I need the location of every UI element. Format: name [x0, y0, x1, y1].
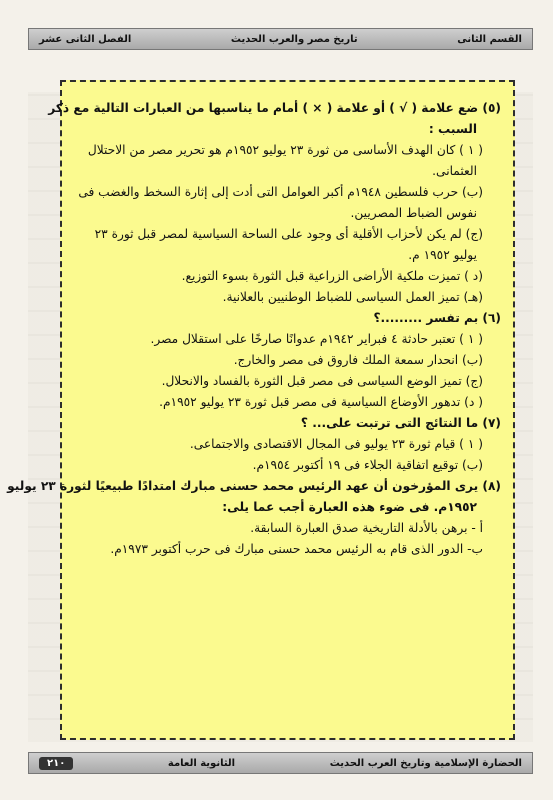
item-line: نفوس الضباط المصريين. — [350, 206, 477, 220]
header-section: القسم الثانى — [457, 33, 522, 45]
item-line: ( ١ ) كان الهدف الأساسى من ثورة ٢٣ يوليو ١٩٥٢م هو تحرير مصر من الاحتلال — [87, 143, 483, 157]
question-line: (٧) ما النتائج التى ترتبت على... ؟ — [300, 416, 501, 430]
page-footer — [28, 752, 533, 774]
item-line: العثمانى. — [432, 164, 477, 178]
footer-book-title: الحضارة الإسلامية وتاريخ العرب الحديث — [329, 757, 522, 769]
item-line: (ب) حرب فلسطين ١٩٤٨م أكبر العوامل التى أدت إلى إثارة السخط والغضب فى — [78, 185, 483, 199]
item-line: ( ١ ) قيام ثورة ٢٣ يوليو فى المجال الاقتصادى والاجتماعى. — [189, 437, 483, 451]
item-line: ( ١ ) تعتبر حادثة ٤ فبراير ١٩٤٢م عدوانًا صارخًا على استقلال مصر. — [150, 332, 483, 346]
item-line: يوليو ١٩٥٢ م. — [408, 248, 477, 262]
question-line: (٥) ضع علامة ( √ ) أو علامة ( × ) أمام ما يناسبها من العبارات التالية مع ذكر — [48, 101, 501, 115]
item-line: ( د) تدهور الأوضاع السياسية فى مصر قبل ثورة ٢٣ يوليو ١٩٥٢م. — [159, 395, 483, 409]
item-line: (هـ) تميز العمل السياسى للضباط الوطنيين بالعلانية. — [222, 290, 483, 304]
header-title: تاريخ مصر والعرب الحديث — [230, 33, 358, 45]
page-header — [28, 28, 533, 50]
header-chapter: الفصل الثانى عشر — [39, 33, 132, 45]
item-line: (ج) تميز الوضع السياسى فى مصر قبل الثورة بالفساد والانحلال. — [161, 374, 483, 388]
question-line: السبب : — [428, 122, 477, 136]
question-line: (٦) بم تفسر .........؟ — [373, 311, 501, 325]
question-line: (٨) يرى المؤرخون أن عهد الرئيس محمد حسنى مبارك امتدادًا طبيعيًا لثورة ٢٣ يوليو — [7, 479, 501, 493]
item-line: أ - برهن بالأدلة التاريخية صدق العبارة السابقة. — [250, 521, 483, 535]
item-line: (د ) تميزت ملكية الأراضى الزراعية قبل الثورة بسوء التوزيع. — [181, 269, 483, 283]
exercise-card — [7, 80, 515, 740]
item-line: (ب) انحدار سمعة الملك فاروق فى مصر والخارج. — [233, 353, 483, 367]
footer-level: الثانوية العامة — [167, 757, 236, 769]
item-line: ب- الدور الذى قام به الرئيس محمد حسنى مبارك فى حرب أكتوبر ١٩٧٣م. — [110, 542, 483, 556]
question-line: ١٩٥٢م. فى ضوء هذه العبارة أجب عما يلى: — [222, 500, 477, 514]
item-line: (ج) لم يكن لأحزاب الأقلية أى وجود على الساحة السياسية لمصر قبل ثورة ٢٣ — [94, 227, 483, 241]
item-line: (ب) توقيع اتفاقية الجلاء فى ١٩ أكتوبر ١٩٥٤م. — [252, 458, 483, 472]
page-number: ٢١٠ — [39, 757, 73, 770]
